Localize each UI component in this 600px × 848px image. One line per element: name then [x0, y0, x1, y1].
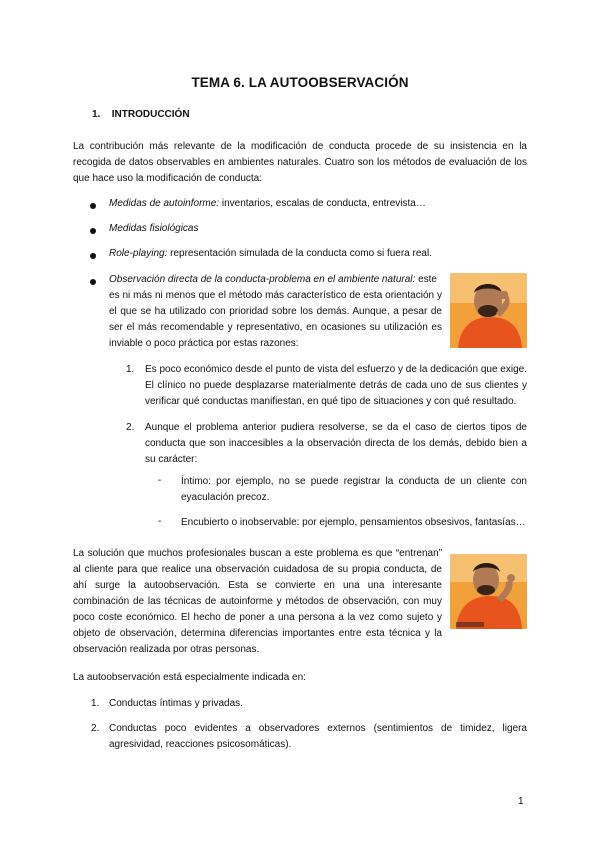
list-item-line: es ni más ni menos que el método más característico de esta orientación y — [109, 290, 442, 301]
section-heading — [92, 109, 190, 120]
list-item-line: ser el más recomendable y representativo, en ocasiones su utilización es — [109, 322, 442, 333]
method-desc: representación simulada de la conducta como si fuera real. — [167, 248, 432, 259]
list-number: 1. — [91, 698, 100, 709]
bullet-icon — [90, 253, 96, 259]
indicated-intro: La autoobservación está especialmente indicada en: — [73, 672, 306, 683]
list-item-line: Encubierto o inobservable: por ejemplo, pensamientos obsesivos, fantasías… — [181, 517, 526, 528]
meme-image-approving — [450, 554, 527, 629]
paragraph-line: poco coste económico. El hecho de poner a una persona a la vez como sujeto y — [73, 612, 442, 623]
page-title: TEMA 6. LA AUTOOBSERVACIÓN — [191, 75, 409, 90]
method-term: Role-playing: — [109, 248, 168, 259]
section-number: 1. — [92, 109, 101, 120]
list-item — [109, 221, 199, 238]
intro-line: que hace uso la modificación de conducta: — [73, 173, 263, 184]
method-desc: este — [415, 274, 437, 285]
meme-image-disapproving — [450, 273, 527, 348]
list-item-line: conducta que son inaccesibles a la observación directa de los demás, debido bien a — [145, 438, 527, 449]
list-item-line: inviable o poco práctica por estas razones: — [109, 338, 299, 349]
paragraph-line: observación realizada por otras personas. — [73, 644, 260, 655]
list-item-line: su carácter: — [145, 454, 198, 465]
section-label: INTRODUCCIÓN — [111, 109, 190, 120]
list-number: 2. — [126, 422, 135, 433]
method-term: Observación directa de la conducta-problema en el ambiente natural: — [109, 274, 416, 285]
paragraph-line: ahí surge la autoobservación. Esta se convierte en una una interesante — [73, 580, 442, 591]
dash-marker: - — [158, 475, 162, 486]
list-item-line: verificar qué conductas manifiestan, en qué tipo de situaciones y con qué resultado. — [145, 396, 517, 407]
bullet-icon — [90, 203, 96, 209]
list-item-line: Conductas poco evidentes a observadores externos (sentimientos de timidez, ligera — [109, 723, 527, 734]
paragraph-line: al cliente para que realice una observación cuidadosa de su propia conducta, de — [73, 564, 442, 575]
list-item — [109, 272, 437, 289]
method-term: Medidas fisiológicas — [109, 223, 199, 234]
paragraph-line: La solución que muchos profesionales buscan a este problema es que “entrenan” — [73, 548, 442, 559]
list-item-line: Es poco económico desde el punto de vista del esfuerzo y de la dedicación que exige. — [145, 364, 527, 375]
list-item-line: el que se ha utilizado con prioridad sobre los demás. Aunque, a pesar de — [109, 306, 442, 317]
bullet-icon — [90, 279, 96, 285]
list-item — [109, 246, 432, 263]
list-item-line: El clínico no puede desplazarse materialmente detrás de cada uno de sus clientes y — [145, 380, 527, 391]
list-item — [109, 196, 426, 213]
intro-line: recogida de datos observables en ambientes naturales. Cuatro son los métodos de evaluación de los — [73, 157, 527, 168]
list-item-line: Conductas íntimas y privadas. — [109, 698, 243, 709]
intro-line: La contribución más relevante de la modificación de conducta procede de su insistencia en la — [73, 141, 527, 152]
dash-marker: - — [158, 516, 162, 527]
list-number: 2. — [91, 723, 100, 734]
meme-image-disapproving-svg — [450, 273, 527, 348]
paragraph-line: combinación de las técnicas de autoinforme y métodos de observación, con muy — [73, 596, 442, 607]
list-number: 1. — [126, 364, 135, 375]
method-term: Medidas de autoinforme: — [109, 198, 220, 209]
page-number: 1 — [518, 796, 524, 807]
list-item-line: agresividad, reacciones psicosomáticas). — [109, 739, 292, 750]
list-item-line: Íntimo: por ejemplo, no se puede registrar la conducta de un cliente con — [181, 476, 527, 487]
paragraph-line: objeto de observación, determina diferencias importantes entre esta técnica y la — [73, 628, 442, 639]
bullet-icon — [90, 228, 96, 234]
list-item-line: eyaculación precoz. — [181, 492, 270, 503]
meme-image-approving-svg — [450, 554, 527, 629]
list-item-line: Aunque el problema anterior pudiera resolverse, se da el caso de ciertos tipos de — [145, 422, 527, 433]
method-desc: inventarios, escalas de conducta, entrevista… — [219, 198, 426, 209]
